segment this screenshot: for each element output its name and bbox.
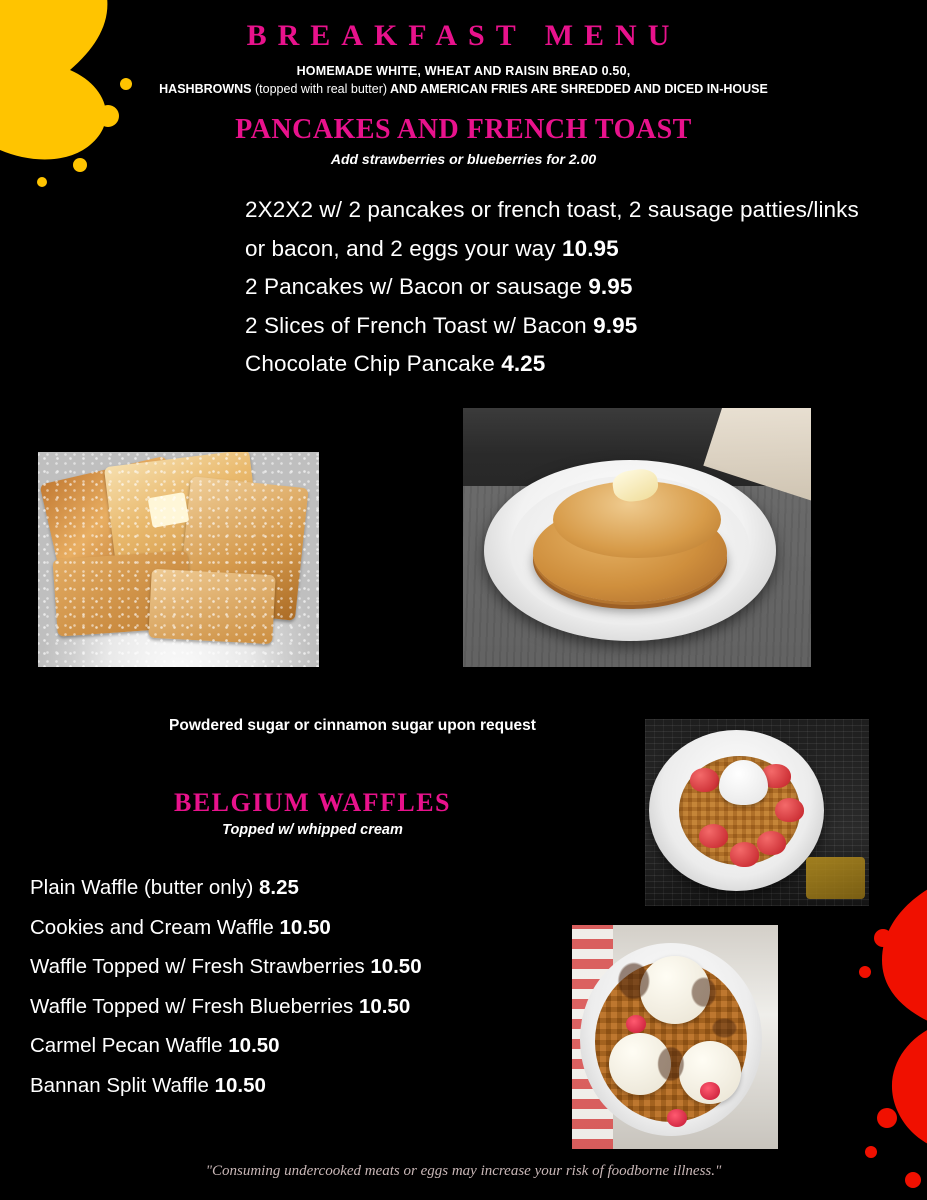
menu-item [30,1066,570,1106]
menu-item-price: 8.25 [259,876,299,899]
menu-item-name: Plain Waffle (butter only) [30,876,254,899]
menu-item [30,908,570,948]
banana-split-waffle-photo [572,925,778,1149]
menu-item [30,987,570,1027]
section-heading-pancakes: PANCAKES AND FRENCH TOAST [235,114,692,145]
menu-item-price: 10.50 [370,955,422,978]
menu-item-price: 10.50 [279,915,331,939]
menu-item-name: Bannan Split Waffle [30,1073,209,1097]
menu-item [30,1026,570,1066]
strawberry-waffle-photo [645,719,869,906]
french-toast-photo [38,452,319,667]
bread-note-text: HOMEMADE WHITE, WHEAT AND RAISIN BREAD [296,64,598,78]
menu-item-price: 9.95 [593,312,638,338]
bread-note [0,64,927,78]
menu-item [245,307,879,346]
menu-item-price: 10.50 [214,1073,266,1097]
menu-item-name: 2 Slices of French Toast w/ Bacon [245,312,587,338]
menu-item-name: Chocolate Chip Pancake [245,351,495,376]
page-title: BREAKFAST MENU [246,19,681,52]
menu-item [245,345,879,384]
menu-item-price: 4.25 [501,351,546,376]
hashbrowns-note-paren: (topped with real butter) [255,82,388,96]
menu-item [30,947,570,987]
red-paint-splat-icon [787,860,927,1200]
sugar-note: Powdered sugar or cinnamon sugar upon request [169,717,536,734]
pancakes-item-list [0,191,927,384]
menu-item-price: 9.95 [588,274,633,299]
waffles-item-list [30,868,570,1105]
menu-item-name: 2X2X2 w/ 2 pancakes or french toast, 2 sausage patties/links or bacon, and 2 eggs your way [245,197,859,261]
menu-item-name: Waffle Topped w/ Fresh Strawberries [30,955,365,978]
menu-item-name: Carmel Pecan Waffle [30,1034,223,1057]
section-subheading-pancakes: Add strawberries or blueberries for 2.00 [330,151,597,167]
menu-item-name: 2 Pancakes w/ Bacon or sausage [245,274,582,299]
menu-item-name: Waffle Topped w/ Fresh Blueberries [30,994,354,1018]
menu-item [245,191,879,268]
menu-item [245,268,879,307]
menu-item-price: 10.95 [561,235,619,261]
menu-item [30,868,570,908]
menu-item-price: 10.50 [358,994,411,1018]
hashbrowns-note [0,82,927,96]
section-heading-waffles: BELGIUM WAFFLES [173,788,451,817]
hashbrowns-note-post: AND AMERICAN FRIES ARE SHREDDED AND DICED IN-HOUSE [390,82,768,96]
section-subheading-waffles: Topped w/ whipped cream [222,822,403,838]
disclaimer-text: "Consuming undercooked meats or eggs may increase your risk of foodborne illness." [205,1163,722,1179]
hashbrowns-note-pre: HASHBROWNS [159,82,252,96]
menu-item-name: Cookies and Cream Waffle [30,915,274,939]
menu-item-price: 10.50 [228,1034,280,1057]
pancakes-photo [463,408,811,667]
bread-note-price: 0.50, [601,64,631,78]
